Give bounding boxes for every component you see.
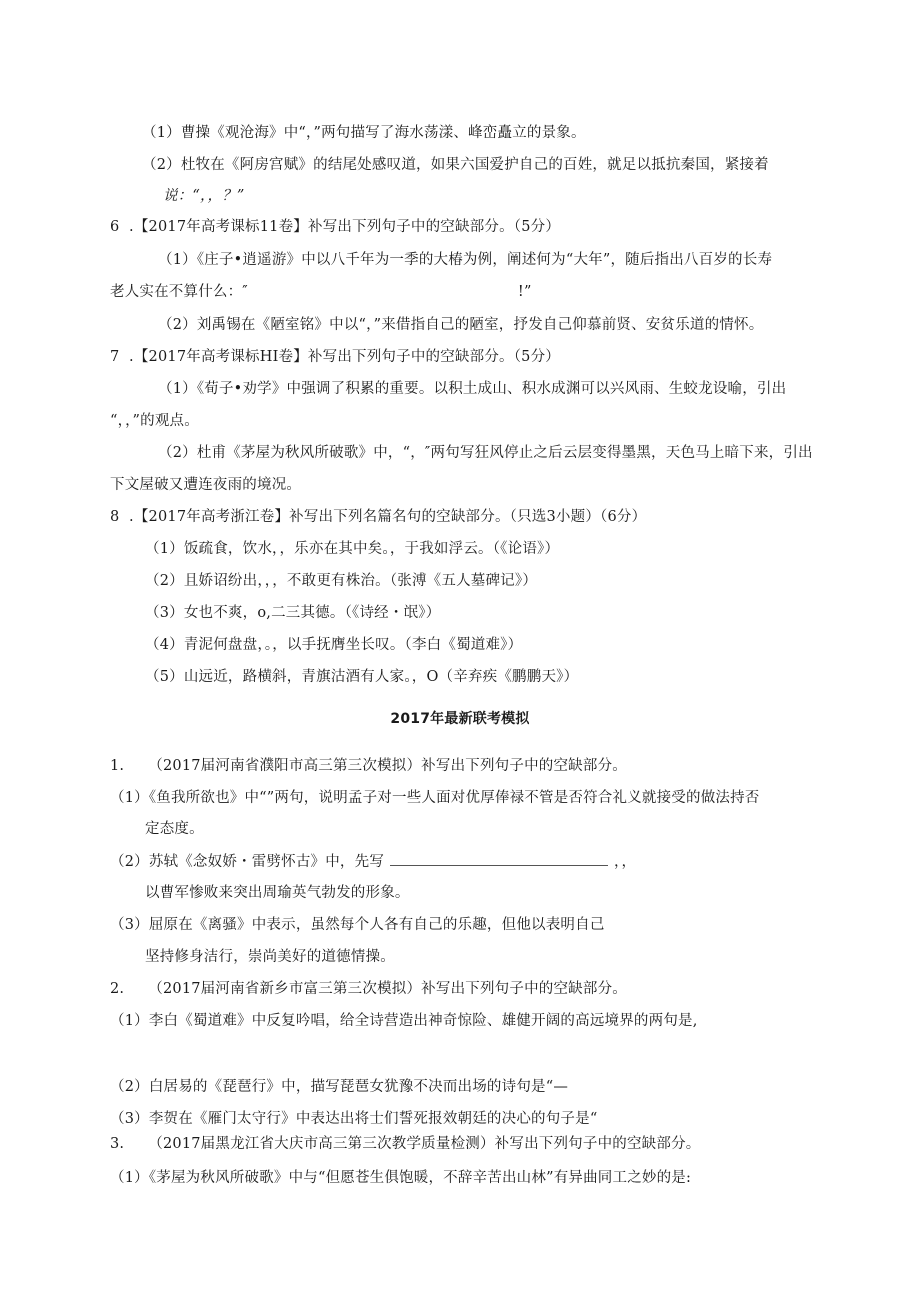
- text-line: [110, 851, 636, 872]
- question-title: 1. （2017届河南省濮阳市高三第三次模拟）补写出下列句子中的空缺部分。: [110, 758, 627, 774]
- answer-blank: [390, 851, 608, 866]
- text-line: 以曹军惨败来突出周瑜英气勃发的形象。: [145, 885, 410, 901]
- list-item: （4）青泥何盘盘，。，以手抚膺坐长叹。（李白《蜀道难》）: [145, 637, 523, 653]
- text-fragment: !”: [517, 284, 532, 300]
- text-line: （1）李白《蜀道难》中反复吟唱，给全诗营造出神奇惊险、雄健开阔的高远境界的两句是,: [110, 1013, 698, 1029]
- text-line: [110, 282, 532, 302]
- text-line: （2）杜牧在《阿房宫赋》的结尾处感叹道，如果六国爱护自己的百姓，就足以抵抗秦国，紧接着: [142, 157, 769, 173]
- text-line: （2）刘禹锡在《陋室铭》中以“，”来借指自己的陋室，抒发自己仰慕前贤、安贫乐道的情怀。: [158, 317, 764, 333]
- text-fragment: （2）苏轼《念奴娇・雷劈怀古》中，先写: [110, 854, 385, 870]
- text-line: （1）曹操《观沧海》中“，”两句描写了海水荡漾、峰峦矗立的景象。: [142, 125, 586, 141]
- text-fragment: ，，: [614, 854, 637, 870]
- text-line: （3）屈原在《离骚》中表示，虽然每个人各有自己的乐趣，但他以表明自己: [110, 917, 605, 933]
- text-line: （2）杜甫《茅屋为秋风所破歌》中，“，″两句写狂风停止之后云层变得墨黑，天色马上暗下来，引出: [158, 445, 813, 461]
- question-title: 2. （2017届河南省新乡市富三第三次模拟）补写出下列句子中的空缺部分。: [110, 981, 627, 997]
- text-line: 坚持修身洁行，崇尚美好的道德情操。: [145, 949, 395, 965]
- text-line: 下文屋破又遭连夜雨的境况。: [110, 477, 302, 493]
- text-line: 说：“，，？”: [163, 188, 245, 204]
- text-line: 定态度。: [145, 821, 204, 837]
- question-title: 8 .【2017年高考浙江卷】补写出下列名篇名句的空缺部分。（只选3小题）（6分）: [110, 509, 647, 525]
- list-item: （5）山远近，路横斜，青旗沽酒有人家。，O（辛弃疾《鹏鹏天》）: [145, 669, 579, 685]
- text-line: （1）《荀子•劝学》中强调了积累的重要。以积土成山、积水成渊可以兴风雨、生蛟龙设喻，引出: [158, 381, 787, 397]
- text-line: （2）白居易的《琵琶行》中，描写琵琶女犹豫不决而出场的诗句是“—: [110, 1079, 569, 1095]
- question-title: 6 .【2017年高考课标11卷】补写出下列句子中的空缺部分。（5分）: [110, 219, 561, 235]
- section-heading: 2017年最新联考模拟: [390, 711, 530, 727]
- text-line: （1）《庄子•逍遥游》中以八千年为一季的大椿为例，阐述何为“大年”，随后指出八百岁的长寿: [158, 252, 773, 268]
- text-line: （3）李贺在《雁门太守行》中表达出将士们誓死报效朝廷的决心的句子是“: [110, 1111, 598, 1127]
- text-line: “，，”的观点。: [110, 413, 199, 429]
- text-line: （1）《鱼我所欲也》中“”两句，说明孟子对一些人面对优厚俸禄不管是否符合礼义就接受的做法持否: [110, 790, 760, 806]
- list-item: （1）饭疏食，饮水，，乐亦在其中矣。，于我如浮云。（《论语》）: [145, 541, 560, 557]
- text-fragment: 老人实在不算什么：″: [110, 284, 248, 300]
- text-line: （1）《茅屋为秋风所破歌》中与“但愿苍生俱饱暖，不辞辛苦出山林”有异曲同工之妙的是:: [110, 1170, 692, 1186]
- list-item: （2）且娇诏纷出，，，不敢更有株治。（张溥《五人墓碑记》）: [145, 573, 538, 589]
- question-title: 3. （2017届黑龙江省大庆市高三第三次教学质量检测）补写出下列句子中的空缺部分。: [110, 1136, 701, 1152]
- question-title: 7 .【2017年高考课标HI卷】补写出下列句子中的空缺部分。（5分）: [110, 349, 560, 365]
- list-item: （3）女也不爽，o,二三其德。（《诗经・氓》）: [145, 605, 441, 621]
